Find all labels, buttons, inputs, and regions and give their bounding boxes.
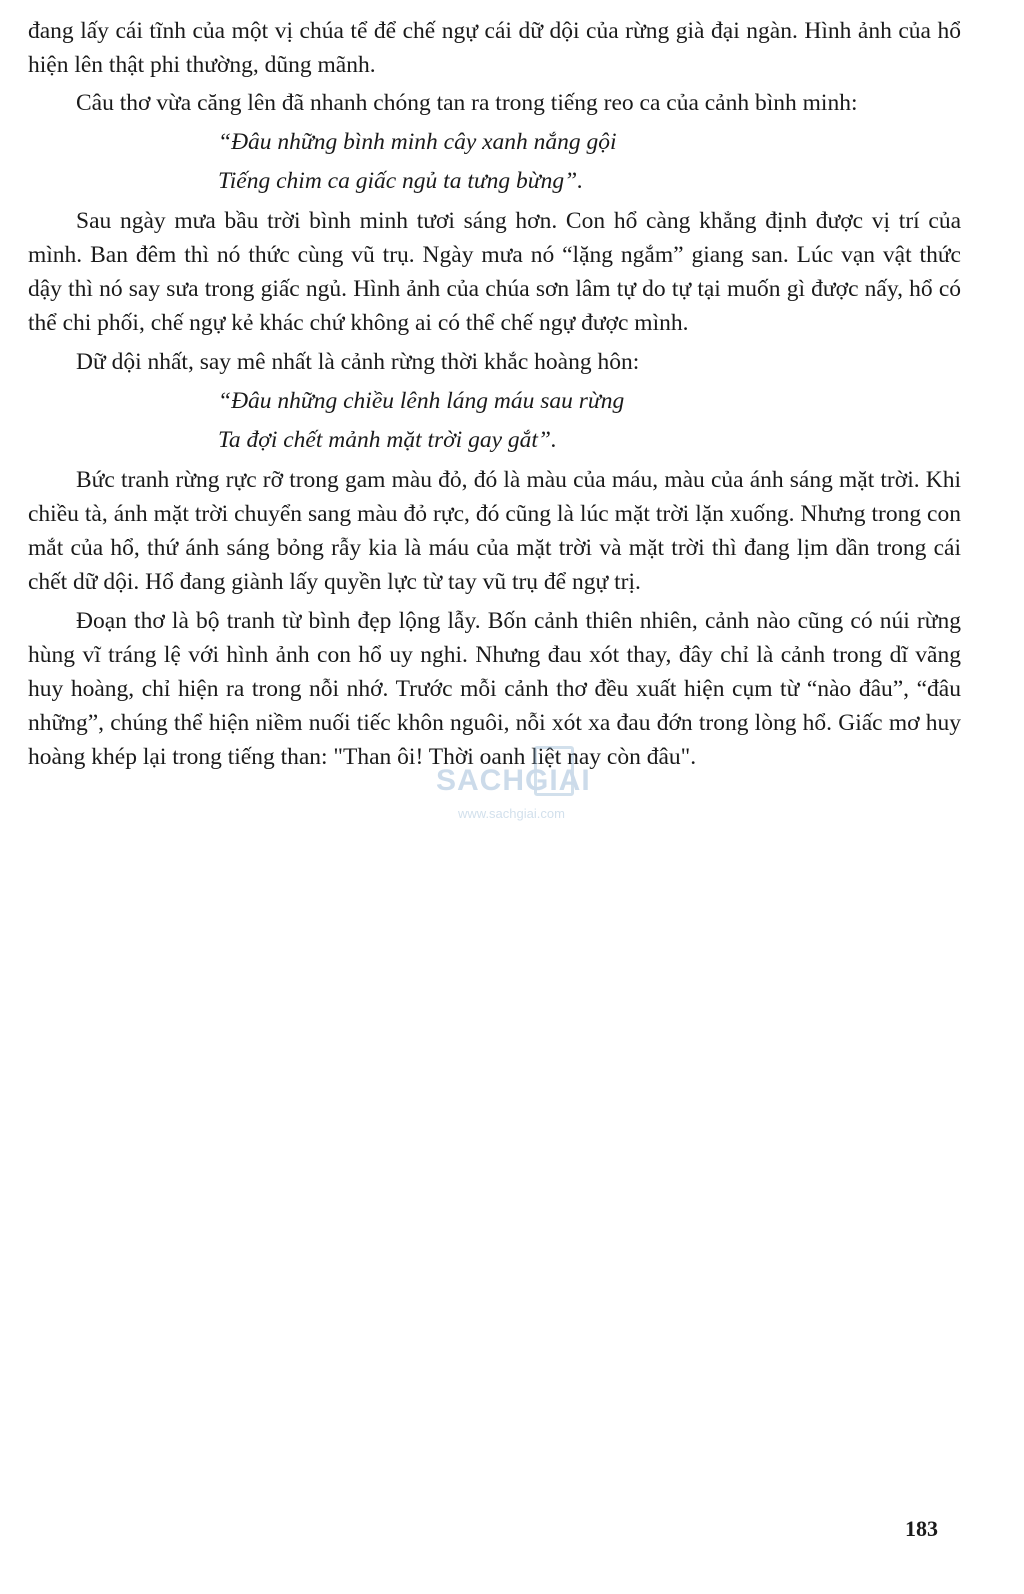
paragraph-dawn-intro: Câu thơ vừa căng lên đã nhanh chóng tan ra trong tiếng reo ca của cảnh bình minh: — [76, 90, 858, 116]
verse-sunset — [28, 384, 961, 457]
verse-line: “Đâu những chiều lênh láng máu sau rừng — [218, 388, 625, 414]
paragraph-continuation: đang lấy cái tĩnh của một vị chúa tể để chế ngự cái dữ dội của rừng già đại ngàn. Hình ảnh của hổ hiện lên thật phi thường, dũng mãnh. — [28, 18, 961, 78]
paragraph-dawn-analysis: Sau ngày mưa bầu trời bình minh tươi sáng hơn. Con hổ càng khẳng định được vị trí của mình. Ban đêm thì nó thức cùng vũ trụ. Ngày mưa nó “lặng ngắm” giang san. Lúc vạn vật thức dậy thì nó say sưa trong giấc ngủ. Hình ảnh của chúa sơn lâm tự do tự tại muốn gì được nấy, hổ có thể chi phối, chế ngự kẻ khác chứ không ai có thể chế ngự được mình. — [28, 208, 961, 336]
paragraph-sunset-intro: Dữ dội nhất, say mê nhất là cảnh rừng thời khắc hoàng hôn: — [76, 349, 640, 375]
page-number: 183 — [905, 1516, 938, 1541]
watermark-brand: SACHGIAI — [436, 764, 591, 797]
verse-line: Tiếng chim ca giấc ngủ ta tưng bừng”. — [218, 168, 584, 194]
verse-line: “Đâu những bình minh cây xanh nắng gội — [218, 129, 617, 155]
verse-dawn — [28, 125, 961, 198]
paragraph-sunset-analysis: Bức tranh rừng rực rỡ trong gam màu đỏ, đó là màu của máu, màu của ánh sáng mặt trời. Khi chiều tà, ánh mặt trời chuyển sang màu đỏ rực, đó cũng là lúc mặt trời lặn xuống. Nhưng trong con mắt của hổ, thứ ánh sáng bỏng rẫy kia là máu của mặt trời và mặt trời thì đang lịm dần trong cái chết dữ dội. Hổ đang giành lấy quyền lực từ tay vũ trụ để ngự trị. — [28, 467, 961, 595]
verse-line: Ta đợi chết mảnh mặt trời gay gắt”. — [218, 427, 557, 453]
document-page — [28, 14, 961, 779]
paragraph-conclusion: Đoạn thơ là bộ tranh từ bình đẹp lộng lẫy. Bốn cảnh thiên nhiên, cảnh nào cũng có núi rừng hùng vĩ tráng lệ với hình ảnh con hổ uy nghi. Nhưng đau xót thay, đây chỉ là cảnh trong dĩ vãng huy hoàng, chỉ hiện ra trong nỗi nhớ. Trước mỗi cảnh thơ đều xuất hiện cụm từ “nào đâu”, “đâu những”, chúng thể hiện niềm nuối tiếc khôn nguôi, nỗi xót xa đau đớn trong lòng hổ. Giấc mơ huy hoàng khép lại trong tiếng than: "Than ôi! Thời oanh liệt nay còn đâu". — [28, 608, 961, 770]
watermark-url: www.sachgiai.com — [458, 806, 565, 821]
